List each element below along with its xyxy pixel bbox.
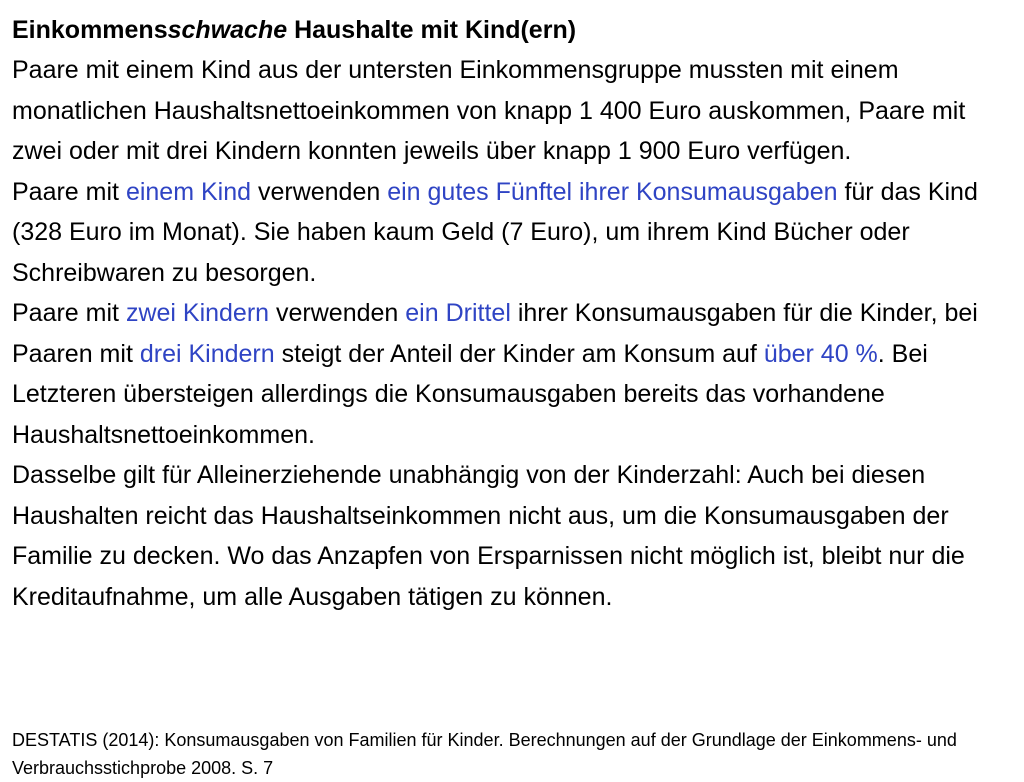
text-segment: Paare mit xyxy=(12,299,126,327)
paragraph-one-child xyxy=(12,172,1016,294)
text-segment: ihrer Konsumausgaben für die Kinder, bei Paaren mit xyxy=(12,299,978,368)
text-segment: steigt der Anteil der Kinder am Konsum auf xyxy=(274,339,764,368)
text-segment: Paare mit xyxy=(12,177,126,206)
highlight-three-children: drei Kindern xyxy=(139,339,275,368)
paragraph-two-three-children xyxy=(12,293,1016,455)
text-segment: verwenden xyxy=(269,299,406,327)
text-segment: für das Kind (328 Euro im Monat). Sie haben kaum Geld (7 Euro), um ihrem Kind Bücher oder Schreibwaren zu besorgen. xyxy=(12,177,978,287)
slide-content xyxy=(12,10,1016,617)
text-segment: . Bei Letzteren übersteigen allerdings die Konsumausgaben bereits das vorhandene Haushaltsnettoeinkommen. xyxy=(12,339,928,449)
title-part-2: Haushalte mit Kind(ern) xyxy=(287,16,577,44)
text-segment: verwenden xyxy=(251,177,388,206)
highlight-one-child: einem Kind xyxy=(125,177,252,206)
title-part-1: Einkommens xyxy=(12,16,168,44)
highlight-fifth-share: ein gutes Fünftel ihrer Konsumausgaben xyxy=(387,177,838,206)
paragraph-income: Paare mit einem Kind aus der untersten Einkommensgruppe mussten mit einem monatlichen Haushaltsnettoeinkommen von knapp 1 400 Euro auskommen, Paare mit zwei oder mit drei Kindern konnten jeweils über knapp 1 900 Euro verfügen. xyxy=(12,56,966,165)
paragraph-single-parents: Dasselbe gilt für Alleinerziehende unabhängig von der Kinderzahl: Auch bei diesen Haushalten reicht das Haushaltseinkommen nicht aus, um die Konsumausgaben der Familie zu decken. Wo das Anzapfen von Ersparnissen nicht möglich ist, bleibt nur die Kreditaufnahme, um alle Ausgaben tätigen zu können. xyxy=(12,461,965,611)
highlight-two-children: zwei Kindern xyxy=(125,299,270,327)
source-citation: DESTATIS (2014): Konsumausgaben von Familien für Kinder. Berechnungen auf der Grundlage der Einkommens- und Verbrauchsstichprobe 2008. S. 7 xyxy=(12,730,957,778)
slide-title xyxy=(12,10,1016,50)
highlight-over-40-percent: über 40 % xyxy=(763,339,878,368)
title-part-italic: schwache xyxy=(167,16,288,44)
highlight-third-share: ein Drittel xyxy=(405,299,511,327)
